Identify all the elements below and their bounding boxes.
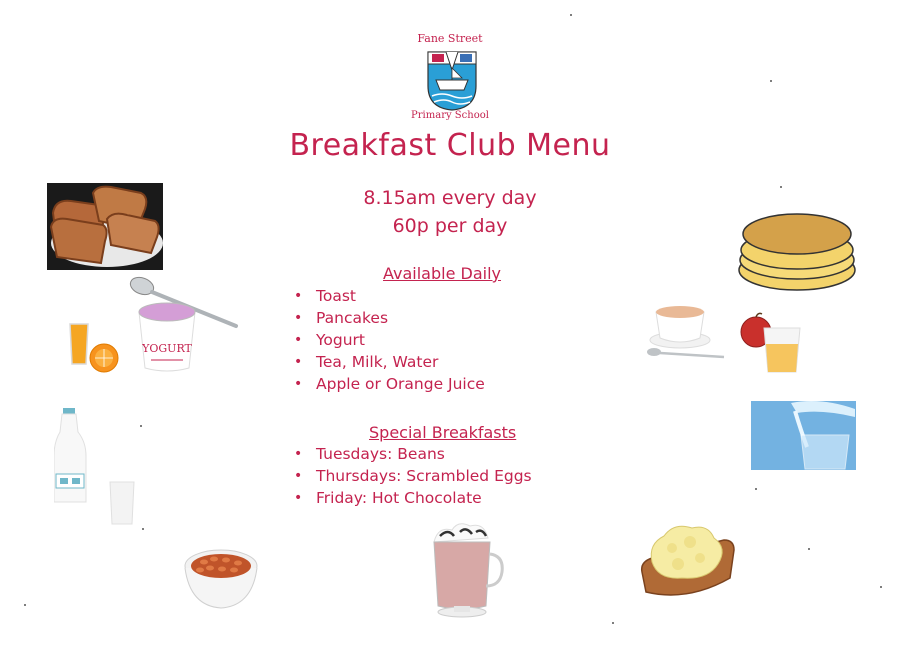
daily-list (294, 285, 485, 395)
list-item: • Tea, Milk, Water (294, 351, 485, 373)
orange-juice-image (66, 318, 122, 374)
tea-image (646, 300, 726, 362)
page-title: Breakfast Club Menu (289, 128, 611, 163)
list-item: • Apple or Orange Juice (294, 373, 485, 395)
schedule-price: 60p per day (392, 215, 508, 237)
list-item: • Pancakes (294, 307, 485, 329)
school-crest-icon (424, 46, 480, 112)
special-heading: Special Breakfasts (369, 423, 517, 442)
daily-heading: Available Daily (383, 264, 501, 283)
milk-image (54, 406, 144, 526)
toast-image (47, 183, 163, 270)
list-item: • Yogurt (294, 329, 485, 351)
hot-chocolate-image (428, 520, 504, 624)
beans-image (182, 546, 260, 612)
yogurt-label: YOGURT (142, 342, 192, 355)
list-item: • Thursdays: Scrambled Eggs (294, 465, 532, 487)
scrambled-eggs-image (638, 518, 736, 602)
water-image (751, 401, 856, 470)
school-name-top: Fane Street (417, 32, 483, 45)
pancakes-image (737, 208, 859, 294)
list-item: • Friday: Hot Chocolate (294, 487, 532, 509)
school-name-bottom: Primary School (411, 110, 489, 121)
yogurt-image (137, 300, 197, 374)
special-list (294, 443, 532, 509)
schedule-time: 8.15am every day (363, 187, 537, 209)
apple-juice-image (738, 312, 804, 374)
list-item: • Tuesdays: Beans (294, 443, 532, 465)
list-item: • Toast (294, 285, 485, 307)
